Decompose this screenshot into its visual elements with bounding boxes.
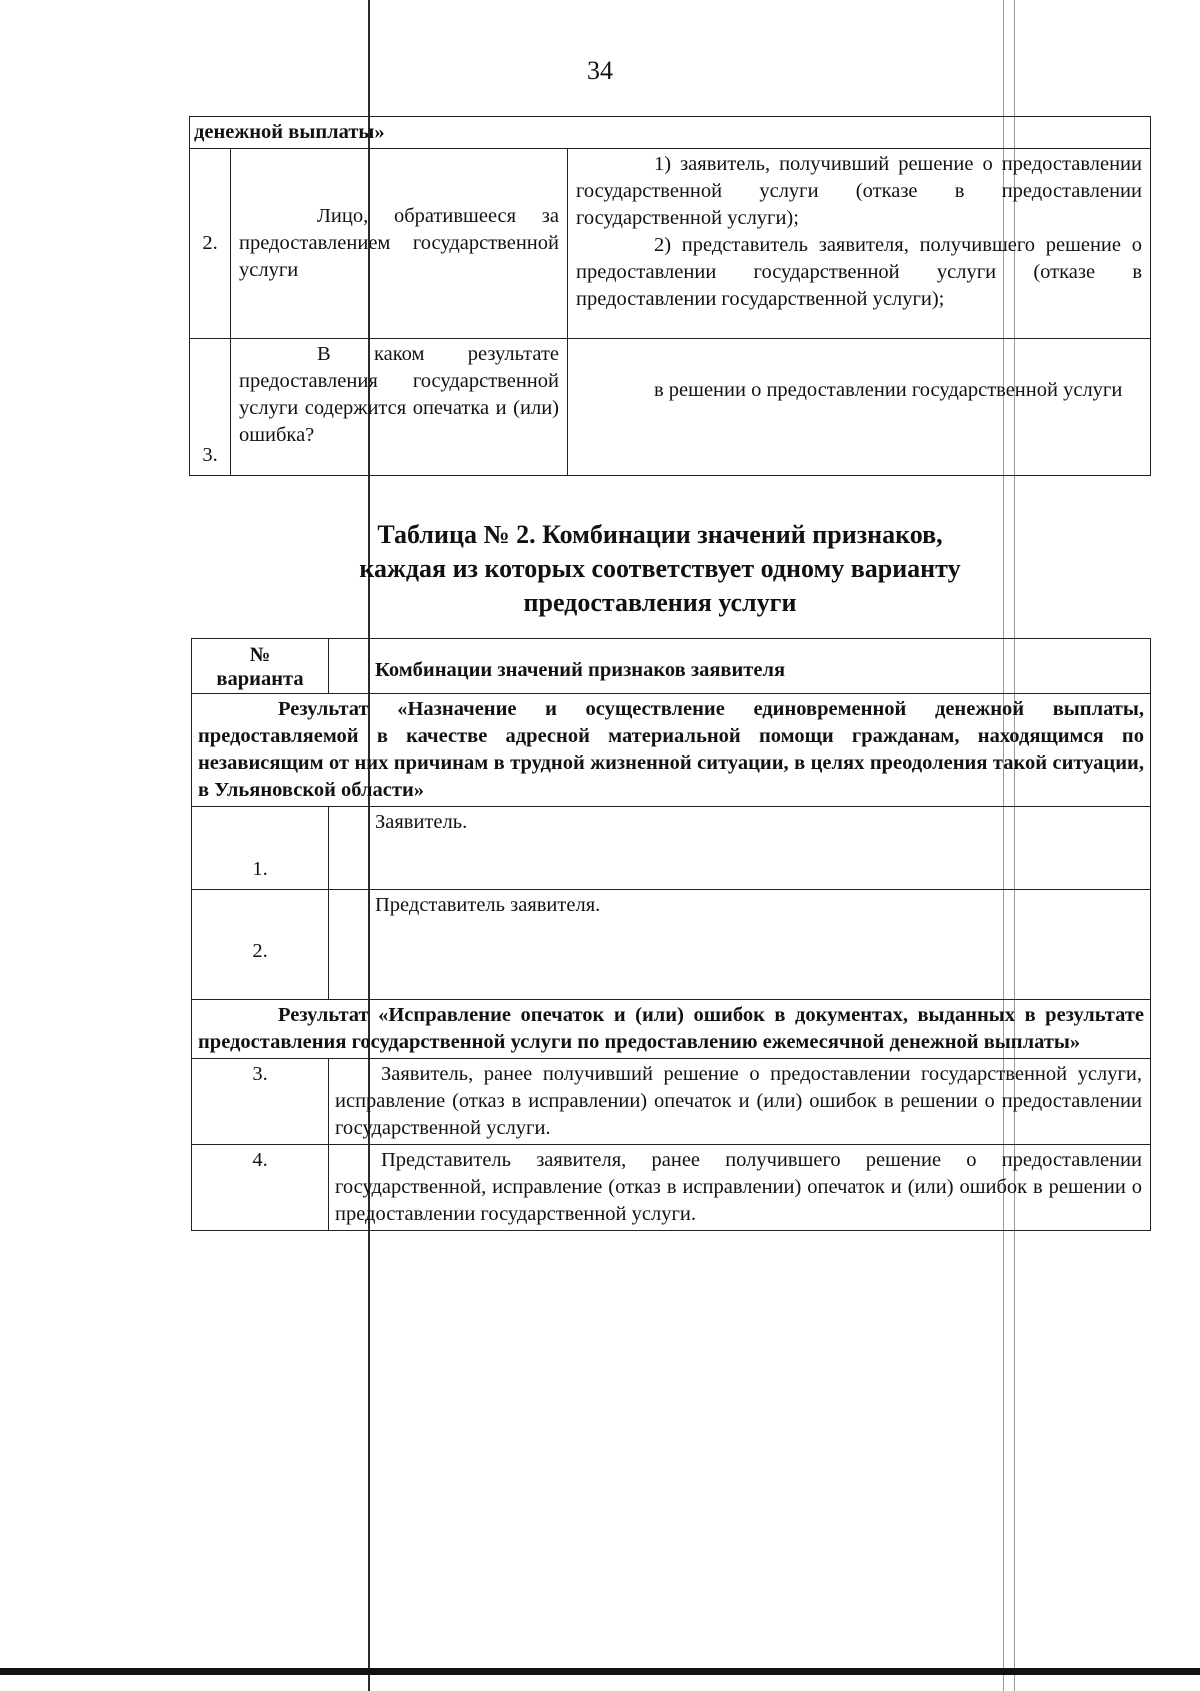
answer-item: 1) заявитель, получивший решение о предоставлении государственной услуги (отказе в предоставлении государственной услуги); [576, 153, 1142, 229]
variant-number: 3. [192, 1059, 329, 1145]
variant-text: Заявитель. [329, 807, 1151, 890]
table2-title-line: Таблица № 2. Комбинации значений признаков, [377, 520, 943, 549]
header-num-label: варианта [216, 668, 304, 690]
answer-item: в решении о предоставлении государственной услуги [654, 379, 1123, 401]
variant-text: Представитель заявителя. [329, 890, 1151, 1000]
header-variant-number [192, 639, 329, 694]
table-row [192, 807, 1151, 890]
header-num-sign: № [249, 644, 271, 666]
table-row [190, 149, 1151, 339]
row-question [231, 149, 568, 339]
scan-bottom-edge [0, 1668, 1200, 1675]
table2-title-line: предоставления услуги [523, 588, 797, 617]
result-heading [192, 1000, 1151, 1059]
table-row [190, 339, 1151, 476]
table2-title-line: каждая из которых соответствует одному варианту [359, 554, 961, 583]
result-row [192, 1000, 1151, 1059]
row-answers [568, 149, 1151, 339]
variant-number: 2. [192, 890, 329, 1000]
row-number: 2. [190, 149, 231, 339]
row-question-text: В каком результате предоставления государственной услуги содержится опечатка и (или) ошибка? [239, 343, 559, 446]
page-number: 34 [587, 56, 613, 85]
table-caption-row [190, 117, 1151, 149]
variant-number: 1. [192, 807, 329, 890]
table-row [192, 1059, 1151, 1145]
header-combinations: Комбинации значений признаков заявителя [329, 639, 1151, 694]
result-lead: Результат [278, 1004, 369, 1026]
row-question [231, 339, 568, 476]
table-row [192, 1145, 1151, 1231]
result-heading [192, 694, 1151, 807]
row-answers [568, 339, 1151, 476]
row-question-text: Лицо, обратившееся за предоставлением государственной услуги [239, 205, 559, 281]
table-caption: денежной выплаты» [190, 117, 1151, 149]
table-row [192, 890, 1151, 1000]
criteria-table [189, 116, 1151, 476]
variant-text: Представитель заявителя, ранее получившего решение о предоставлении государственной, исправление (отказ в исправлении) опечаток и (или) ошибок в решении о предоставлении государственной услуги. [329, 1145, 1151, 1231]
table2-title [300, 518, 1020, 620]
variants-table [191, 638, 1151, 1231]
result-lead: Результат [278, 698, 369, 720]
table-header-row [192, 639, 1151, 694]
row-number: 3. [190, 339, 231, 476]
answer-item: 2) представитель заявителя, получившего решение о предоставлении государственной услуги (отказе в предоставлении государственной услуги); [576, 234, 1142, 310]
variant-text: Заявитель, ранее получивший решение о предоставлении государственной услуги, исправление (отказ в исправлении) опечаток и (или) ошибок в решении о предоставлении государственной услуги. [329, 1059, 1151, 1145]
variant-number: 4. [192, 1145, 329, 1231]
result-text: «Назначение и осуществление единовременной денежной выплаты, предоставляемой в качестве адресной материальной помощи гражданам, находящимся по независящим от них причинам в трудной жизненной ситуации, в целях преодоления такой ситуации, в Ульяновской области» [198, 698, 1145, 801]
result-text: «Исправление опечаток и (или) ошибок в документах, выданных в результате предоставления государственной услуги по предоставлению ежемесячной денежной выплаты» [198, 1004, 1144, 1053]
result-row [192, 694, 1151, 807]
